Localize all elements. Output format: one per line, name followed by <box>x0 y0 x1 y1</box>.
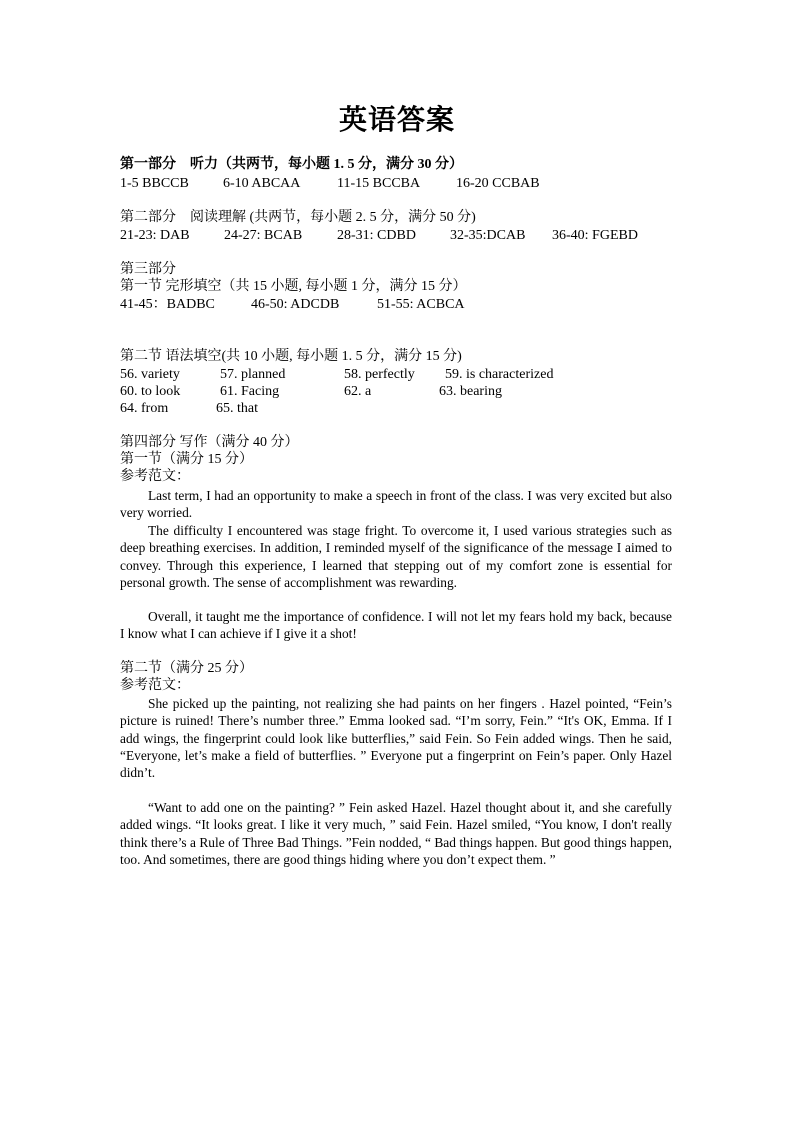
grammar-answer: 63. bearing <box>439 384 502 399</box>
answer-group: 46-50: ADCDB <box>251 297 340 312</box>
grammar-answer: 64. from <box>120 401 169 416</box>
grammar-answer: 65. that <box>216 401 258 416</box>
grammar-answer: 60. to look <box>120 384 181 399</box>
answer-group: 1-5 BBCCB <box>120 176 189 191</box>
part4-section2-heading: 第二节（满分 25 分） <box>120 661 253 676</box>
page-title: 英语答案 <box>338 103 455 136</box>
answer-group: 16-20 CCBAB <box>456 176 540 191</box>
grammar-answer: 59. is characterized <box>445 367 554 382</box>
part3-heading: 第三部分 <box>120 262 176 277</box>
part3-section2-heading: 第二节 语法填空(共 10 小题, 每小题 1. 5 分，满分 15 分) <box>120 349 462 364</box>
story-paragraph: “Want to add one on the painting? ” Fein asked Hazel. Hazel thought about it, and she carefully added wings. “It looks great. I like it very much, ” said Fein. Hazel smiled, “You know, I don't really think there’s a Rule of Three Bad Things. ”Fein nodded, “ Bad things happen. But good things happen, too. And sometimes, there are good things hiding where you don’t expect them. ” <box>120 800 672 867</box>
answer-group: 28-31: CDBD <box>337 228 416 243</box>
answer-group: 21-23: DAB <box>120 228 190 243</box>
essay-paragraph: Overall, it taught me the importance of confidence. I will not let my fears hold my back, because I know what I can achieve if I give it a shot! <box>120 609 672 642</box>
answer-group: 32-35:DCAB <box>450 228 526 243</box>
part2-heading: 第二部分 阅读理解 (共两节，每小题 2. 5 分，满分 50 分) <box>120 210 476 225</box>
answer-group: 41-45：BADBC <box>120 297 215 312</box>
part3-section1-heading: 第一节 完形填空（共 15 小题, 每小题 1 分，满分 15 分） <box>120 279 467 294</box>
part4-section1-heading: 第一节（满分 15 分） <box>120 452 253 467</box>
answer-group: 36-40: FGEBD <box>552 228 638 243</box>
answer-group: 24-27: BCAB <box>224 228 303 243</box>
grammar-answer: 56. variety <box>120 367 180 382</box>
sample-story-label: 参考范文： <box>120 678 190 693</box>
sample-essay-label: 参考范文： <box>120 469 190 484</box>
grammar-answer: 58. perfectly <box>344 367 415 382</box>
part4-heading: 第四部分 写作（满分 40 分） <box>120 435 299 450</box>
part1-heading: 第一部分 听力（共两节，每小题 1. 5 分，满分 30 分） <box>120 157 463 172</box>
grammar-answer: 57. planned <box>220 367 286 382</box>
grammar-answer: 62. a <box>344 384 372 399</box>
grammar-answer: 61. Facing <box>220 384 280 399</box>
answer-group: 6-10 ABCAA <box>223 176 301 191</box>
answer-group: 11-15 BCCBA <box>337 176 421 191</box>
essay-paragraph: The difficulty I encountered was stage fright. To overcome it, I used various strategies such as deep breathing exercises. In addition, I reminded myself of the significance of the message I aimed to convey. Through this experience, I learned that stepping out of my comfort zone is essential for personal growth. The sense of accomplishment was rewarding. <box>120 523 672 590</box>
story-paragraph: She picked up the painting, not realizing she had paints on her fingers . Hazel pointed, “Fein’s picture is ruined! There’s number three.” Emma looked sad. “I’m sorry, Fein.” “It's OK, Emma. If I add wings, the fingerprint could look like butterflies,” said Fein. So Fein added wings. Then he said, “Everyone, let’s make a field of butterflies. ” Everyone put a fingerprint on Fein’s paper. Only Hazel didn’t. <box>120 696 672 781</box>
answer-group: 51-55: ACBCA <box>377 297 465 312</box>
essay-paragraph: Last term, I had an opportunity to make a speech in front of the class. I was very excited but also very worried. <box>120 488 672 521</box>
